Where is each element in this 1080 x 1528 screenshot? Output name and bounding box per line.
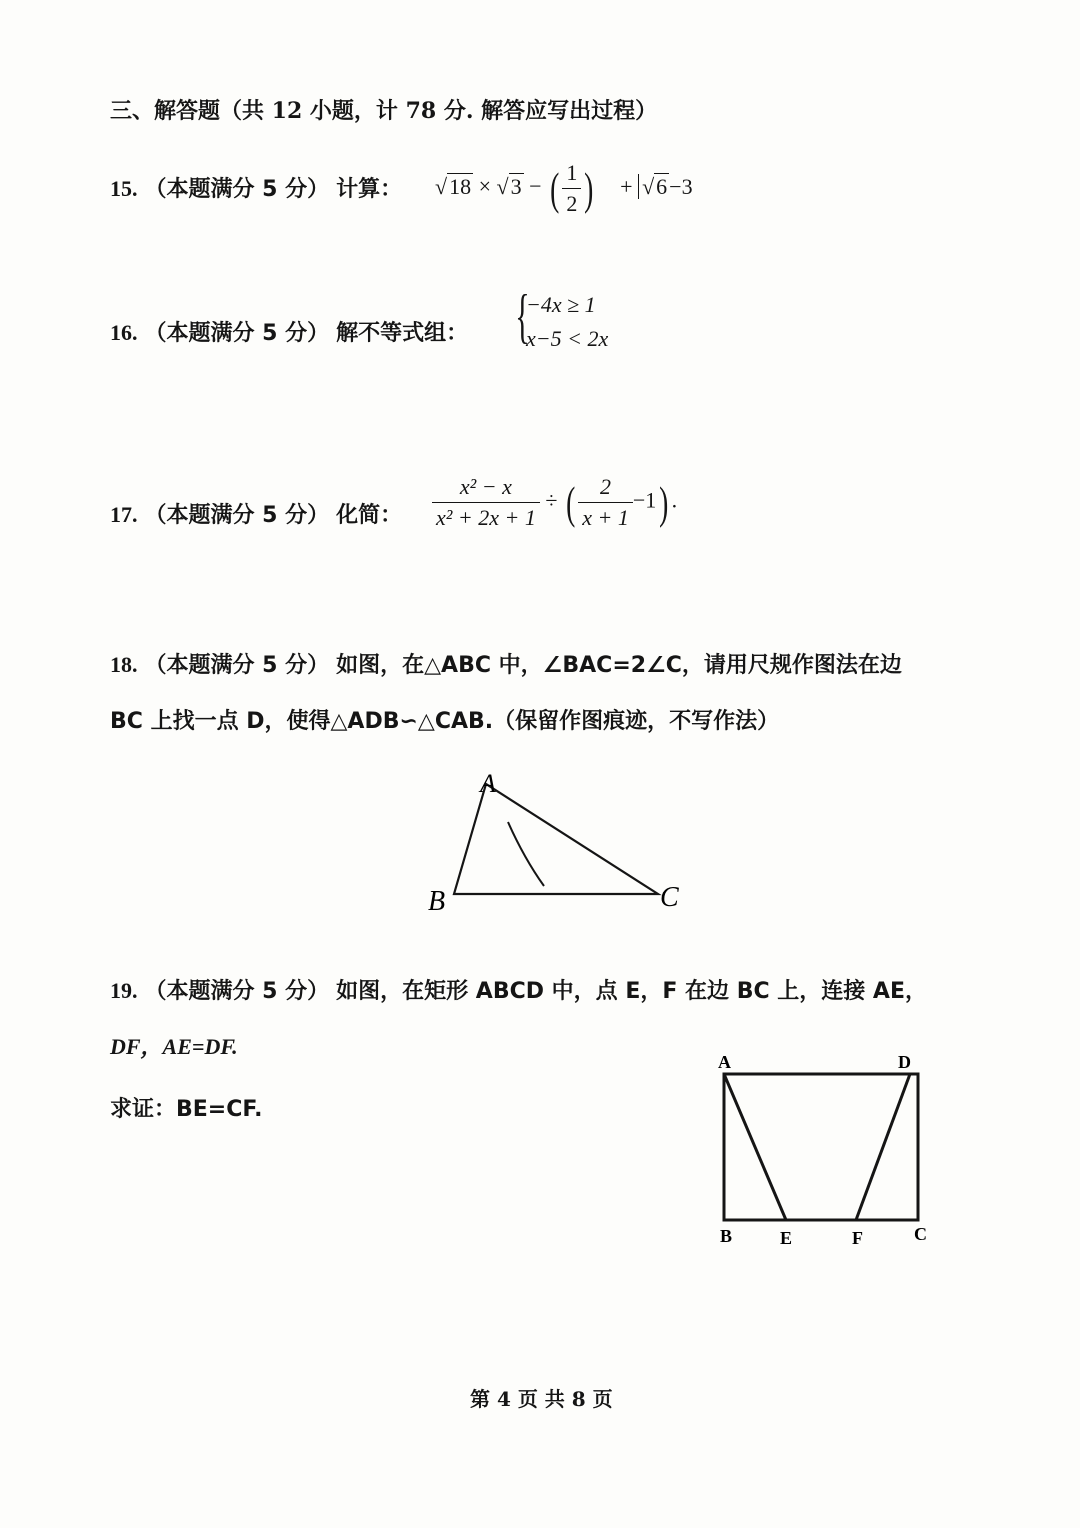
label-A: A xyxy=(718,1052,731,1072)
construction-line xyxy=(508,822,544,886)
section-title: 三、解答题（共 12 小题，计 78 分. 解答应写出过程） xyxy=(110,98,658,124)
proof-statement: 求证：BE=CF. xyxy=(110,1097,263,1122)
sqrt-18: √18 xyxy=(435,173,472,199)
right-paren: ) xyxy=(584,163,594,214)
question-text-line2: DF，AE=DF. xyxy=(110,1034,238,1059)
segment-df xyxy=(856,1074,910,1220)
triangle-abc-figure xyxy=(420,770,700,920)
fraction-2: $\frac{2}{x + 1}$ xyxy=(578,474,633,531)
rectangle-abcd-figure xyxy=(710,1048,950,1252)
triangle-abc xyxy=(454,784,658,894)
label-F: F xyxy=(852,1228,863,1248)
question-text-line2: BC 上找一点 D，使得△ADB∽△CAB.（保留作图痕迹，不写作法） xyxy=(110,709,780,734)
left-paren: ( xyxy=(550,163,560,214)
times-sign: × xyxy=(478,173,491,199)
rectangle-abcd xyxy=(724,1074,918,1220)
abs-tail: −3 xyxy=(669,173,693,199)
q17-expression xyxy=(432,474,677,531)
segment-ae xyxy=(724,1074,786,1220)
question-number: 15. xyxy=(110,176,138,201)
plus-sign: + xyxy=(620,173,633,199)
label-B: B xyxy=(428,886,446,917)
question-verb: 化简： xyxy=(336,503,403,528)
inequality-system xyxy=(508,283,668,360)
question-points: （本题满分 5 分） xyxy=(144,503,330,528)
abs-value xyxy=(638,174,693,199)
period: . xyxy=(671,487,678,513)
inequality-1: −4x ≥ 1 xyxy=(526,292,596,317)
inequality-2: x−5 < 2x xyxy=(526,326,609,351)
question-points: （本题满分 5 分） xyxy=(144,653,330,678)
question-points: （本题满分 5 分） xyxy=(144,177,330,202)
label-B: B xyxy=(720,1226,733,1246)
divide-sign: ÷ xyxy=(545,487,558,513)
sqrt-3: √3 xyxy=(496,173,522,199)
label-C: C xyxy=(914,1224,927,1244)
label-D: D xyxy=(898,1052,911,1072)
question-16 xyxy=(110,316,468,347)
minus-one: −1 xyxy=(632,487,657,513)
question-15 xyxy=(110,172,402,203)
left-brace: { xyxy=(515,283,530,349)
label-E: E xyxy=(780,1228,793,1248)
question-19 xyxy=(110,974,927,1005)
minus-sign: − xyxy=(529,173,542,199)
question-number: 16. xyxy=(110,320,138,345)
page-footer: 第 4 页 共 8 页 xyxy=(470,1387,613,1411)
right-paren: ) xyxy=(659,477,669,528)
question-text-line1: 如图，在矩形 ABCD 中，点 E，F 在边 BC 上，连接 AE， xyxy=(336,979,927,1004)
label-A: A xyxy=(480,770,496,798)
sqrt-6: √6 xyxy=(642,173,668,199)
question-18 xyxy=(110,648,902,679)
q15-expression xyxy=(435,160,693,217)
question-17 xyxy=(110,498,402,529)
fraction-half: $\frac{1}{2}$ xyxy=(562,160,581,217)
question-number: 17. xyxy=(110,502,138,527)
fraction-1: $\frac{\text{x² − x}}{\text{x² + 2x + 1}}$ xyxy=(432,474,540,531)
question-points: （本题满分 5 分） xyxy=(144,979,330,1004)
question-text-line1: 如图，在△ABC 中，∠BAC=2∠C，请用尺规作图法在边 xyxy=(336,653,902,678)
question-number: 18. xyxy=(110,652,138,677)
left-paren: ( xyxy=(565,477,576,528)
question-verb: 解不等式组： xyxy=(336,321,469,346)
question-verb: 计算： xyxy=(336,177,403,202)
question-number: 19. xyxy=(110,978,138,1003)
label-C: C xyxy=(660,882,679,913)
question-points: （本题满分 5 分） xyxy=(144,321,330,346)
